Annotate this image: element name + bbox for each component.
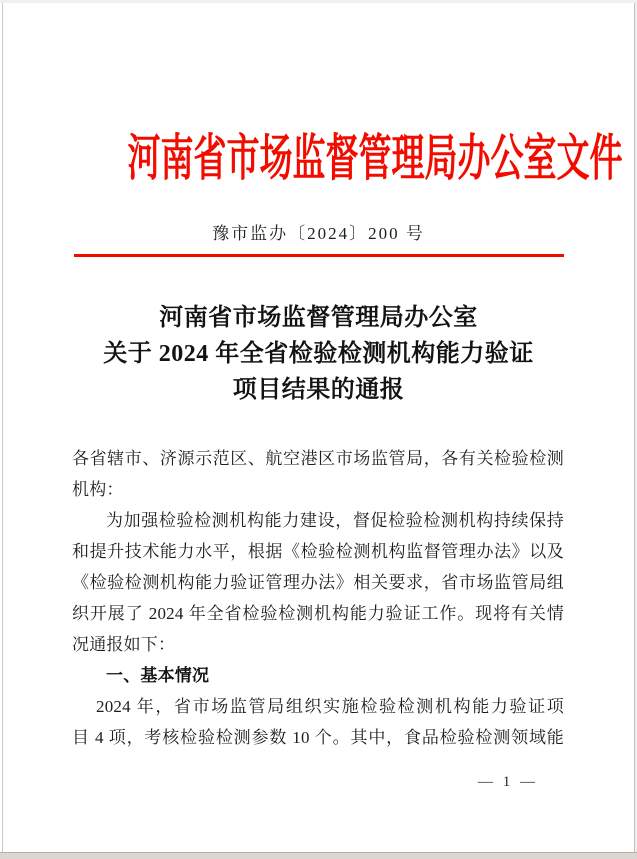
body-line: 2024 年，省市场监管局组织实施检验检测机构能力验证项 <box>96 697 564 716</box>
body-line: 机构： <box>72 480 124 499</box>
body-line: 为加强检验检测机构能力建设，督促检验检测机构持续保持 <box>106 511 564 530</box>
page-number: — 1 — <box>478 774 538 790</box>
document-title-line: 关于 2024 年全省检验检测机构能力验证 <box>103 341 534 367</box>
section-heading: 一、基本情况 <box>106 666 210 685</box>
letterhead-banner <box>0 128 637 190</box>
body-line: 《检验检测机构能力验证管理办法》相关要求，省市场监管局组 <box>72 573 564 592</box>
body-line: 织开展了 2024 年全省检验检测机构能力验证工作。现将有关情 <box>72 604 564 623</box>
document-body <box>72 443 564 753</box>
document-title <box>40 300 597 408</box>
body-line: 和提升技术能力水平，根据《检验检测机构监督管理办法》以及 <box>72 542 564 561</box>
page-edge-bottom <box>0 852 637 859</box>
document-title-line: 河南省市场监督管理局办公室 <box>159 305 478 331</box>
document-title-line: 项目结果的通报 <box>232 377 405 403</box>
body-line: 目 4 项，考核检验检测参数 10 个。其中，食品检验检测领域能 <box>72 728 564 747</box>
letterhead-title: 河南省市场监督管理局办公室文件 <box>127 130 623 186</box>
page-edge-top <box>0 0 637 3</box>
body-line: 各省辖市、济源示范区、航空港区市场监管局，各有关检验检测 <box>72 449 564 468</box>
document-number: 豫市监办〔2024〕200 号 <box>212 224 425 243</box>
body-line: 况通报如下： <box>72 635 176 654</box>
red-divider-line <box>74 254 564 257</box>
